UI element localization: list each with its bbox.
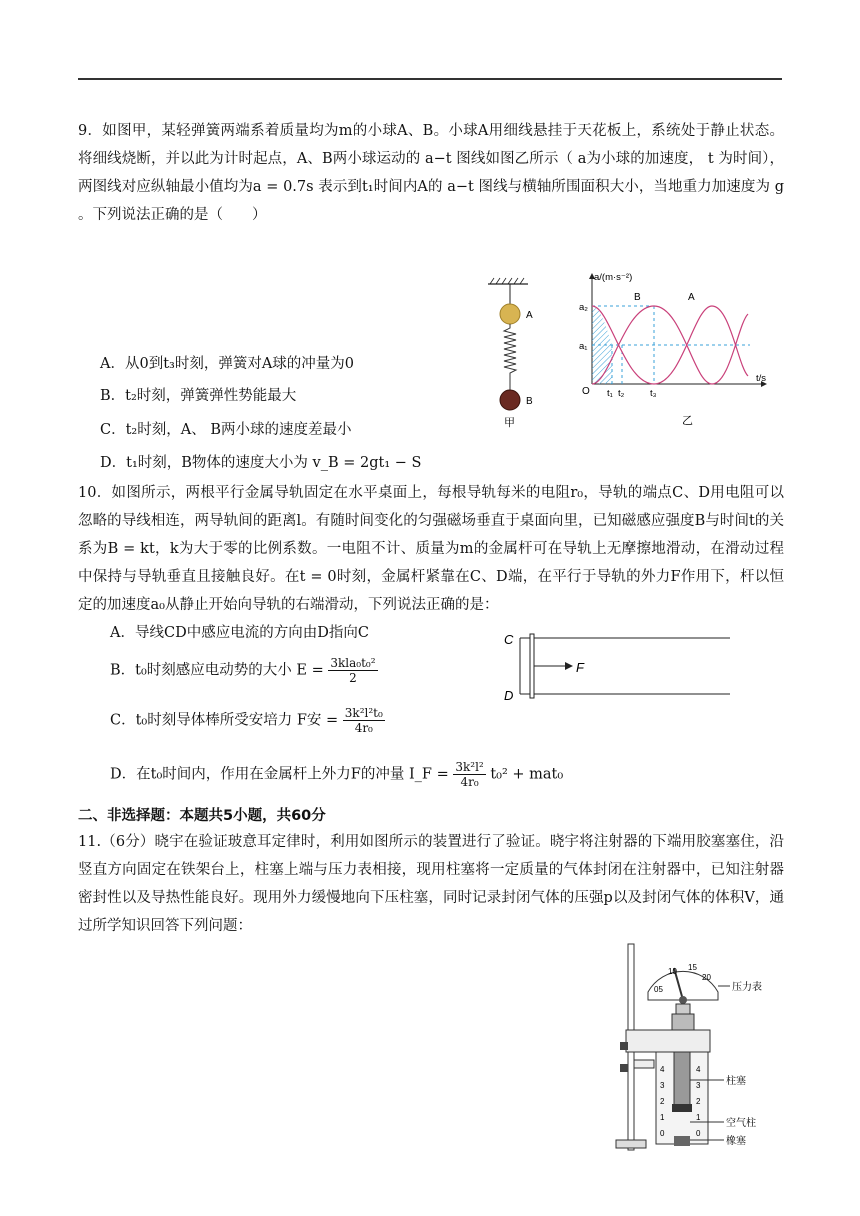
gauge-mark-05: 05 (654, 985, 663, 994)
gauge-mark-10: 10 (668, 967, 677, 976)
rail-label-c: C (504, 632, 514, 647)
fig-yi-caption: 乙 (682, 415, 693, 427)
gauge-mark-15: 15 (688, 963, 697, 972)
scale-left-2: 2 (660, 1097, 665, 1106)
ball-b-label: B (526, 396, 533, 407)
fig-yi-xlabel: t/s (756, 373, 767, 384)
header-rule (78, 78, 782, 80)
fig-yi-a2: a₂ (579, 302, 588, 313)
q10-option-c (110, 706, 385, 735)
label-air-column: 空气柱 (726, 1118, 756, 1129)
q9-figure-yi (570, 266, 780, 432)
q10-option-c-fraction: $\frac{\text{3k²l²t₀}}{\text{4r₀}}$ (344, 706, 383, 735)
scale-right-3: 3 (696, 1081, 701, 1090)
q10-option-d-fraction: $\frac{\text{3k²l²}}{\text{4r₀}}$ (455, 760, 484, 789)
scale-right-2: 2 (696, 1097, 701, 1106)
fig-jia-caption: 甲 (504, 417, 515, 429)
fig-yi-ylabel: a/(m·s⁻²) (594, 272, 633, 283)
q9-option-a: A．从0到t₃时刻，弹簧对A球的冲量为0 (100, 356, 355, 372)
q10-option-c-eq: F安 = (296, 712, 339, 729)
q10-option-a: A．导线CD中感应电流的方向由D指向C (110, 625, 369, 641)
fig-yi-curve-b: B (634, 292, 641, 303)
fig-yi-origin: O (582, 386, 590, 397)
q10-option-d-eq: I_F = (408, 766, 449, 783)
q9-option-c: C．t₂时刻，A、 B两小球的速度差最小 (100, 422, 352, 438)
fig-yi-curve-a: A (688, 292, 695, 303)
q10-rail-figure (496, 628, 736, 704)
label-stopper: 橡塞 (726, 1136, 746, 1147)
fig-yi-t1: t₁ (607, 388, 613, 399)
ball-a-label: A (526, 310, 533, 321)
scale-left-1: 1 (660, 1113, 665, 1122)
q10-option-d (110, 760, 563, 789)
rail-label-d: D (504, 688, 514, 703)
q9-option-d: D．t₁时刻，B物体的速度大小为 v_B = 2gt₁ − S (100, 455, 422, 471)
scale-right-4: 4 (696, 1065, 701, 1074)
label-plunger: 柱塞 (726, 1076, 746, 1087)
q10-option-d-tail: t₀² + mat₀ (490, 766, 564, 783)
q9-option-b: B．t₂时刻，弹簧弹性势能最大 (100, 388, 297, 404)
fig-yi-a1: a₁ (579, 341, 588, 352)
fig-yi-t2: t₂ (618, 388, 625, 399)
q10-option-c-text: C．t₀时刻导体棒所受安培力 (110, 712, 293, 729)
scale-left-3: 3 (660, 1081, 665, 1090)
scale-left-4: 4 (660, 1065, 665, 1074)
q10-stem: 10．如图所示，两根平行金属导轨固定在水平桌面上，每根导轨每米的电阻r₀，导轨的端点C、D用电阻可以忽略的导线相连，两导轨间的距离l。有随时间变化的匀强磁场垂直于桌面向里，已知磁感应强度B与时间t的关系为B = kt，k为大于零的比例系数。一电阻不计、质量为m的金属杆可在导轨上无摩擦地滑动，在滑动过程中保持与导轨垂直且接触良好。在t = 0时刻，金属杆紧靠在C、D端，在平行于导轨的外力F作用下，杆以恒定的加速度a₀从静止开始向导轨的右端滑动，下列说法正确的是： (78, 485, 784, 613)
fig-yi-t3: t₃ (650, 388, 657, 399)
q10-option-d-text: D．在t₀时间内，作用在金属杆上外力F的冲量 (110, 766, 405, 783)
q10-option-b (110, 656, 378, 685)
scale-right-1: 1 (696, 1113, 701, 1122)
q11-stem: 11.（6分）晓宇在验证玻意耳定律时，利用如图所示的装置进行了验证。晓宇将注射器的下端用胶塞塞住，沿竖直方向固定在铁架台上，柱塞上端与压力表相接，现用柱塞将一定质量的气体封闭在注射器中，已知注射器密封性以及导热性能良好。现用外力缓慢地向下压柱塞，同时记录封闭气体的压强p以及封闭气体的体积V，通过所学知识回答下列问题： (78, 834, 784, 934)
q9-stem: 9．如图甲，某轻弹簧两端系着质量均为m的小球A、B。小球A用细线悬挂于天花板上，系统处于静止状态。将细线烧断，并以此为计时起点，A、B两小球运动的 a−t 图线如图乙所示（ a为小球的加速度， t 为时间），两图线对应纵轴最小值均为a = 0.7s 表示到t₁时间内A的 a−t 图线与横轴所围面积大小，当地重力加速度为 g 。下列说法正确的是（ ） (78, 123, 784, 223)
gauge-mark-20: 20 (702, 973, 711, 982)
q10-option-b-text: B．t₀时刻感应电动势的大小 (110, 662, 292, 679)
force-label-f: F (576, 660, 584, 675)
scale-left-0: 0 (660, 1129, 665, 1138)
label-pressure-gauge: 压力表 (732, 982, 762, 993)
q10-option-b-eq: E = (296, 662, 324, 679)
q11-apparatus-figure (612, 940, 780, 1152)
q9-figure-jia (480, 270, 560, 430)
scale-right-0: 0 (696, 1129, 701, 1138)
q10-option-b-fraction: $\frac{\text{3kla₀t₀²}}{2}$ (330, 656, 376, 685)
section-heading: 二、非选择题：本题共5小题，共60分 (78, 808, 326, 824)
